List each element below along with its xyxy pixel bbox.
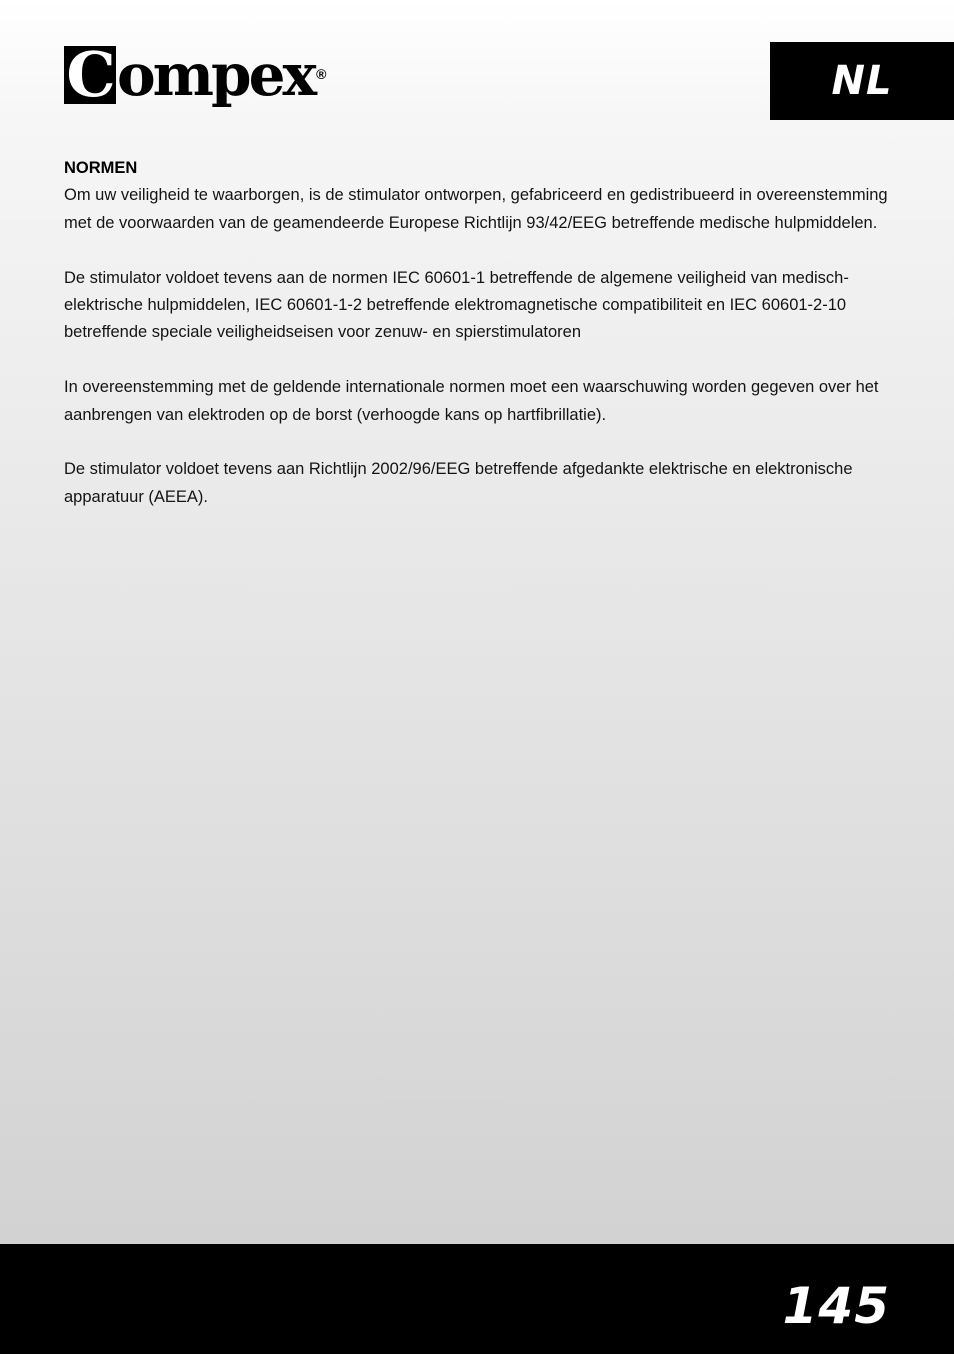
compex-logo <box>64 41 327 118</box>
paragraph-safety: Om uw veiligheid te waarborgen, is de stimulator ontworpen, gefabriceerd en gedistribueerd in overeenstemming met de voorwaarden van de geamendeerde Europese Richtlijn 93/42/EEG betreffende medische hulpmiddelen. <box>64 186 888 232</box>
registered-mark: ® <box>316 66 327 82</box>
language-code: NL <box>831 58 893 104</box>
language-tab <box>770 42 954 120</box>
section-title: NORMEN <box>64 159 138 177</box>
logo-wordmark: ompex <box>117 41 315 109</box>
paragraph-iec-standards: De stimulator voldoet tevens aan de normen IEC 60601-1 betreffende de algemene veiligheid van medisch-elektrische hulpmiddelen, IEC 60601-1-2 betreffende elektromagnetische compatibiliteit en IEC 60601-2-10 betreffende speciale veiligheidseisen voor zenuw- en spierstimulatoren <box>64 268 849 342</box>
paragraph-weee: De stimulator voldoet tevens aan Richtlijn 2002/96/EEG betreffende afgedankte elektrische en elektronische apparatuur (AEEA). <box>64 460 853 506</box>
page-number: 145 <box>782 1277 890 1335</box>
main-content <box>64 155 894 539</box>
footer-bar <box>0 1244 954 1354</box>
paragraph-warning: In overeenstemming met de geldende internationale normen moet een waarschuwing worden gegeven over het aanbrengen van elektroden op de borst (verhoogde kans op hartfibrillatie). <box>64 378 879 424</box>
logo-initial: C <box>64 46 116 104</box>
